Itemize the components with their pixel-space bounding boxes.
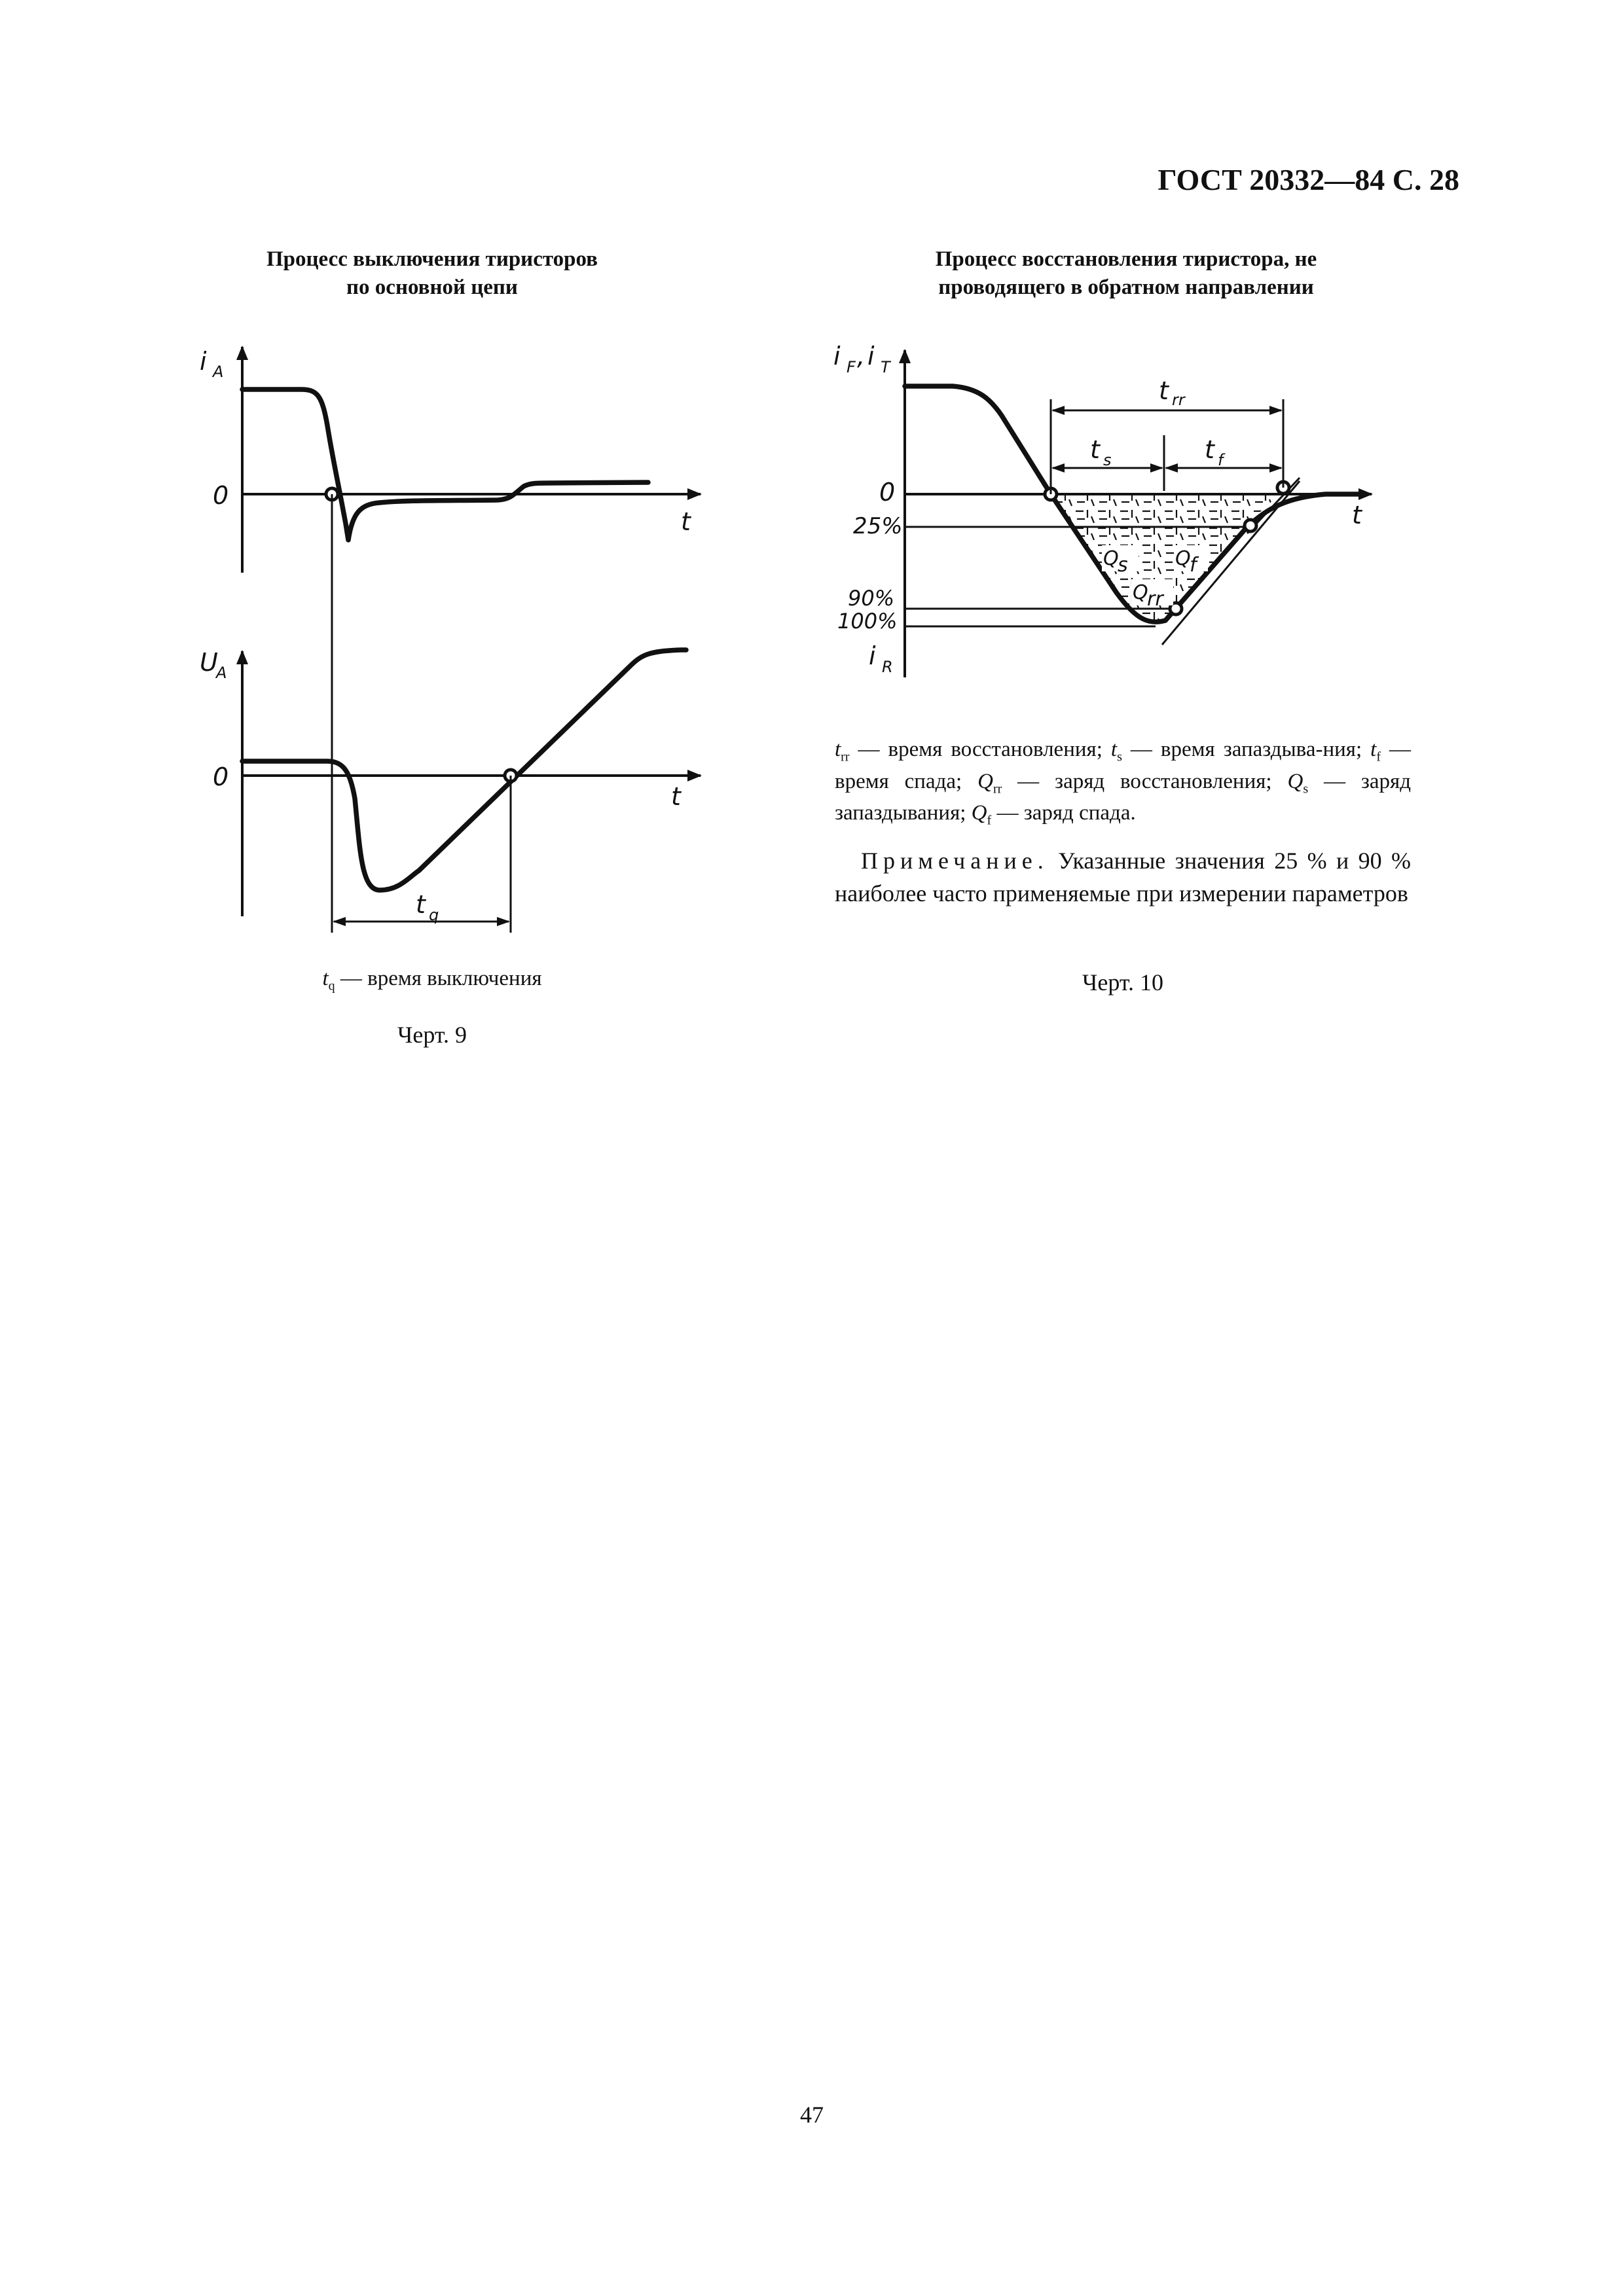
fig9-title-line2: по основной цепи (346, 275, 518, 299)
fig10-title-line2: проводящего в обратном направлении (938, 275, 1314, 299)
svg-text:rr: rr (1172, 391, 1185, 409)
svg-text:,: , (857, 342, 866, 370)
fig9-caption-text: — время выключения (335, 967, 542, 990)
legend-sub-tf: f (1376, 749, 1381, 764)
svg-text:t: t (1090, 435, 1100, 464)
svg-text:f: f (1190, 554, 1197, 577)
fig10-title-line1: Процесс восстановления тиристора, не (935, 247, 1317, 271)
fig10-note (835, 844, 1411, 910)
fig9-anode-voltage-curve (242, 650, 686, 890)
fig10-trr-label (1159, 376, 1186, 409)
fig10-legend (835, 734, 1411, 830)
fig9-anode-current-curve (242, 389, 648, 540)
svg-text:F: F (847, 358, 856, 376)
fig9-chert: Черт. 9 (397, 1022, 467, 1048)
legend-sym-qf: Q (971, 801, 987, 825)
legend-sub-trr: rr (841, 749, 850, 764)
legend-sym-qs: Q (1287, 769, 1304, 793)
fig10-25-label: 25% (853, 513, 903, 539)
svg-text:i: i (200, 347, 207, 376)
fig9-ia-label (200, 347, 223, 381)
legend-text-qf: — заряд спада. (991, 801, 1136, 825)
svg-text:U: U (200, 648, 218, 677)
fig9-diagram (183, 340, 720, 956)
svg-text:Q: Q (1175, 547, 1191, 570)
legend-sub-ts: s (1117, 749, 1122, 764)
fig9-caption-sub: q (328, 978, 335, 994)
svg-text:A: A (213, 363, 224, 381)
fig9-caption-symbol: t (322, 967, 329, 990)
fig10-25-marker (1245, 520, 1256, 531)
fig10-90-label: 90% (848, 586, 895, 611)
svg-text:R: R (882, 658, 893, 676)
legend-sym-tf: t (1370, 738, 1377, 761)
svg-text:f: f (1218, 451, 1224, 469)
legend-text-tf: — время спада; (835, 738, 1412, 793)
svg-text:q: q (429, 906, 439, 924)
page-number: 47 (800, 2102, 824, 2128)
fig10-ir-label (869, 641, 893, 676)
fig10-title (831, 245, 1421, 302)
svg-text:s: s (1103, 451, 1112, 469)
fig10-tf-label (1205, 435, 1226, 469)
svg-text:t: t (416, 890, 426, 919)
fig9-ua-t-label: t (671, 782, 681, 811)
legend-text-qrr: — заряд восстановления; (1002, 769, 1288, 793)
fig10-diagram (828, 337, 1417, 691)
svg-text:s: s (1118, 554, 1128, 577)
svg-text:t: t (1205, 435, 1214, 464)
note-text: Указанные значения 25 % и 90 % наиболее часто применяемые при измерении параметров (835, 848, 1411, 907)
fig10-100-label: 100% (837, 609, 898, 634)
legend-sub-qrr: rr (993, 781, 1002, 797)
legend-sub-qf: f (987, 813, 992, 828)
legend-text-qs: — заряд запаздывания; (835, 769, 1412, 825)
fig9-title (196, 245, 668, 302)
fig9-ia-zero: 0 (213, 481, 229, 510)
svg-text:rr: rr (1147, 588, 1163, 611)
legend-sym-qrr: Q (977, 769, 993, 793)
svg-text:i: i (867, 342, 875, 370)
fig9-ua-label (200, 648, 227, 682)
fig9-tq-label (416, 890, 439, 924)
note-heading: Примечание. (861, 848, 1049, 874)
svg-text:t: t (1159, 376, 1169, 405)
legend-text-trr: — время восстановления; (849, 738, 1111, 761)
fig9-ua-zero: 0 (213, 762, 229, 791)
fig9-title-line1: Процесс выключения тиристоров (266, 247, 598, 271)
svg-text:Q: Q (1133, 581, 1148, 604)
legend-sym-ts: t (1110, 738, 1118, 761)
svg-text:Q: Q (1103, 547, 1119, 570)
svg-text:i: i (833, 342, 841, 370)
fig10-ts-label (1090, 435, 1112, 469)
fig10-chert: Черт. 10 (1082, 969, 1163, 996)
legend-text-ts: — время запаздыва-ния; (1122, 738, 1371, 761)
fig10-zero-label: 0 (879, 478, 896, 507)
fig9-ia-t-label: t (681, 507, 691, 536)
fig10-y-label (833, 342, 892, 376)
svg-text:T: T (881, 358, 890, 376)
svg-text:A: A (216, 664, 227, 682)
legend-sub-qs: s (1303, 781, 1309, 797)
fig10-t-label: t (1352, 501, 1362, 529)
document-header: ГОСТ 20332—84 С. 28 (1158, 163, 1459, 196)
legend-sym-trr: t (835, 738, 841, 761)
svg-text:i: i (869, 641, 876, 670)
fig9-caption (196, 963, 668, 996)
